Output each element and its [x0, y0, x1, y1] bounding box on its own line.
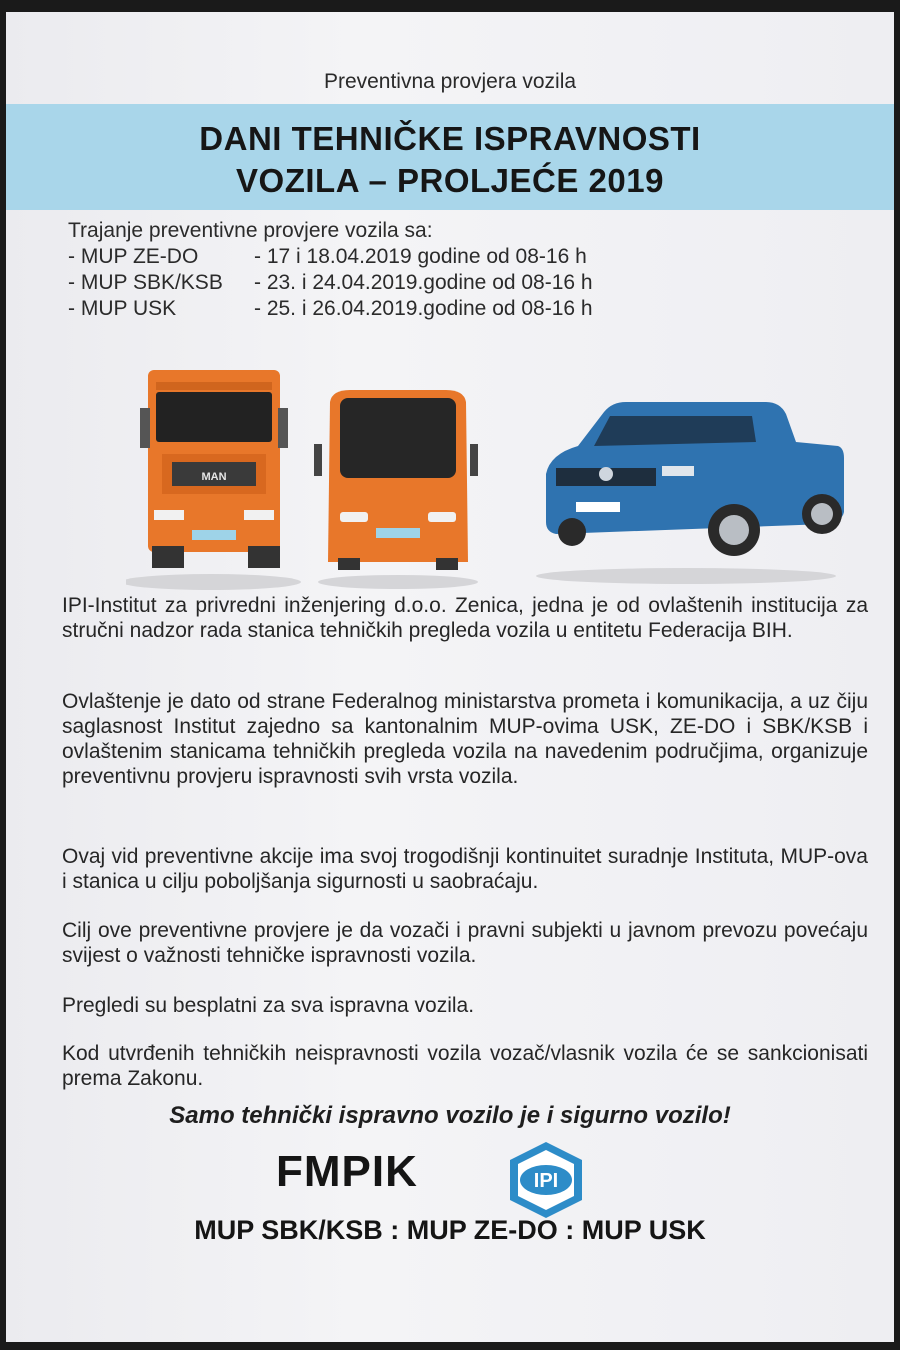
schedule-intro: Trajanje preventivne provjere vozila sa: — [68, 219, 433, 242]
schedule-date: - 17 i 18.04.2019 godine od 08-16 h — [254, 245, 587, 268]
footer-mup-list: MUP SBK/KSB : MUP ZE-DO : MUP USK — [194, 1215, 706, 1245]
pickup-image — [536, 402, 844, 584]
schedule-row — [68, 296, 593, 322]
slogan: Samo tehnički ispravno vozilo je i sigurno vozilo! — [169, 1102, 731, 1129]
schedule-date: - 25. i 26.04.2019.godine od 08-16 h — [254, 297, 593, 320]
title-banner — [6, 104, 894, 210]
schedule-date: - 23. i 24.04.2019.godine od 08-16 h — [254, 271, 593, 294]
schedule-location: - MUP SBK/KSB — [68, 271, 223, 294]
fmpik-logo: FMPIK — [276, 1147, 418, 1196]
paragraph-continuity: Ovaj vid preventivne akcije ima svoj trogodišnji kontinuitet suradnje Instituta, MUP-ova i stanica u cilju poboljšanja sigurnosti u saobraćaju. — [62, 845, 868, 893]
paragraph-goal: Cilj ove preventivne provjere je da vozači i pravni subjekti u javnom prevozu povećaju svijest o važnosti tehničke ispravnosti vozila. — [62, 919, 868, 967]
paragraph-free: Pregledi su besplatni za sva ispravna vozila. — [62, 994, 475, 1017]
pretitle: Preventivna provjera vozila — [323, 70, 577, 93]
truck-image — [126, 370, 301, 590]
paragraph-sanctions: Kod utvrđenih tehničkih neispravnosti vozila vozač/vlasnik vozila će se sankcionisati prema Zakonu. — [62, 1042, 868, 1090]
schedule-row — [68, 244, 587, 270]
ipi-logo — [504, 1140, 588, 1220]
schedule-row — [68, 270, 593, 296]
schedule-location: - MUP USK — [68, 297, 177, 320]
vehicles-illustration — [126, 362, 856, 592]
paragraph-institute: IPI-Institut za privredni inženjering d.o.o. Zenica, jedna je od ovlaštenih institucija za stručni nadzor rada stanica tehničkih pregleda vozila u entitetu Federacija BIH. — [62, 594, 868, 642]
flyer-page — [6, 12, 894, 1342]
schedule — [68, 218, 593, 322]
title-line-1: DANI TEHNIČKE ISPRAVNOSTI — [199, 120, 701, 157]
svg-text:IPI: IPI — [533, 1170, 559, 1192]
paragraph-authorization: Ovlaštenje je dato od strane Federalnog ministarstva prometa i komunikacija, a uz čiju saglasnost Institut zajedno sa kantonalnim MUP-ovima USK, ZE-DO i SBK/KSB i ovlaštenim stanicama tehničkih pregleda vozila na navedenim područjima, organizuje preventivnu provjeru ispravnosti svih vrsta vozila. — [62, 690, 868, 788]
bus-image — [314, 390, 478, 589]
schedule-location: - MUP ZE-DO — [68, 245, 199, 268]
truck-brand: MAN — [201, 471, 227, 483]
title-line-2: VOZILA – PROLJEĆE 2019 — [236, 162, 664, 199]
